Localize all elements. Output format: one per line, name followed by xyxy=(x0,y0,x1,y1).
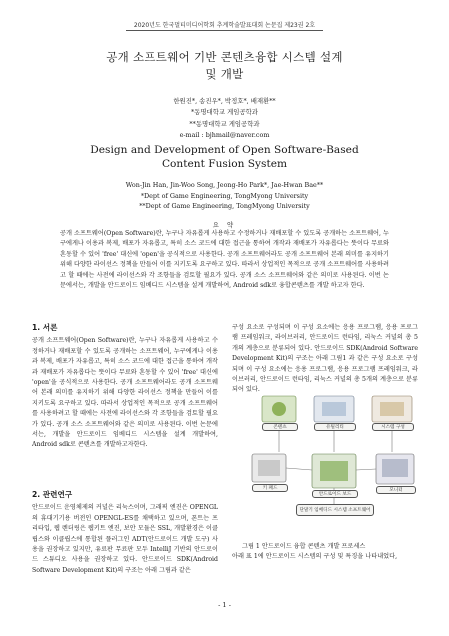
monitor-screen-icon xyxy=(382,459,408,477)
paper-title-english xyxy=(0,143,449,171)
running-header: 2020년도 한국멀티미디어학회 추계학술발표대회 논문집 제23권 2호 xyxy=(0,20,449,29)
affiliation-en-2: **Dept of Game Engineering, TongMyong University xyxy=(139,202,310,211)
author-names-en: Won-Jin Han, Jin-Woo Song, Jeong-Ho Park*, Jae-Hwan Bae** xyxy=(125,181,324,189)
authors-english xyxy=(0,180,449,212)
figure-label-utility: 유틸리티 xyxy=(314,423,356,431)
connector-5 xyxy=(356,469,376,470)
abstract-heading: 요 약 xyxy=(212,221,237,229)
affiliation-kr-2: **동명대학교 게임공학과 xyxy=(189,119,260,128)
title-kr-line-2: 및 개발 xyxy=(205,67,244,81)
connector-4 xyxy=(286,468,312,470)
section-1-body: 공개 소프트웨어(Open Software)란, 누구나 자유롭게 사용하고 수정하거나 재배포할 수 있도록 공개하는 소프트웨어, 누구에게나 이용과 복제, 배포가 자유롭고, 특히 소스 코드에 대한 접근을 통하여 개작과 재배포가 자유롭다는 뜻이다 무료와 혼동할 수 있어 'free' 대신에 'open'을 공식적으로 사용한다. 공개 소프트웨어라도 공개 소프트웨어 본래 의미를 유지하기 위해 다양한 라이선스 정책을 만들어 이를 지키도록 요구하고 있다. 따라서 상업적인 목적으로 공개 소프트웨어를 사용하려고 할 때에는 사전에 라이선스와 각 조항들을 검토할 필요가 있다. 공개 소스 소프트웨어와 같은 의미로 사용된다. 이번 논문에서는, 개발을 안드로이드 임베디드 시스템을 설계 개발하여, Android sdk로 콘텐츠를 개발하고자한다. xyxy=(32,337,218,449)
figure-1-caption-block xyxy=(232,542,418,563)
paper-title-korean xyxy=(0,49,449,83)
figure-1 xyxy=(248,394,418,528)
author-email: e-mail : bjhmail@naver.com xyxy=(179,131,270,140)
section-2-heading: 2. 관련연구 xyxy=(32,490,73,499)
affiliation-kr-1: *동명대학교 게임공학과 xyxy=(191,108,258,117)
section-1-heading: 1. 서론 xyxy=(32,323,58,332)
utility-screen-icon xyxy=(322,402,346,416)
right-column-text: 구성 요소로 구성되며 이 구성 요소에는 응용 프로그램, 응용 프로그램 프레임워크, 라이브러리, 안드로이드 런타임, 리눅스 커널의 총 5개의 계층으로 분류되어 있다. 안드로이드 SDK(Android Software Development Kit)의 구조는 아래 그림1 과 같은 구성 요소로 구성되며 이 구성 요소에는 응용 프로그램, 응용 프로그램 프레임워크, 라이브러리, 안드로이드 런타임, 리눅스 커널의 총 5개의 계층으로 분류되어 있다. xyxy=(232,324,418,394)
title-kr-line-1: 공개 소프트웨어 기반 콘텐츠융합 시스템 설계 xyxy=(106,50,343,64)
section-2-body: 안드로이드 운영체제의 커널은 리눅스이며, 그래픽 엔진은 OPENGL의 휴대기기용 버전인 OPENGL-ES를 채택하고 있으며, 폰트는 프리타입, 웹 렌더링은 웹키트 엔진, 보안 모듈은 SSL, 개발환경은 이클립스와 이클립스에 통합된 플러그인 ADT(안드로이드 개발 도구) 사용을 권장하고 있지만, 유료판 무료판 모두 IntelliJ 기반의 안드로이드 스튜디오 사용을 권장하고 있다. 안드로이드 SDK(Android Software Development Kit)의 구조는 아래 그림과 같은 xyxy=(32,504,218,574)
system-board-icon xyxy=(380,402,404,416)
figure-label-keypad: 키 패드 xyxy=(252,484,288,492)
figure-label-content: 콘텐츠 xyxy=(262,423,298,431)
board-chip-icon xyxy=(320,461,348,481)
title-en-line-2: Content Fusion System xyxy=(161,158,288,170)
abstract-text: 공개 소프트웨어(Open Software)란, 누구나 자유롭게 사용하고 수정하거나 재배포할 수 있도록 공개하는 소프트웨어, 누구에게나 이용과 복제, 배포가 자유롭고, 특히 소스 코드에 대한 접근을 통하여 개작과 재배포가 자유롭다는 뜻이다 무료와 혼동할 수 있어 'free' 대신에 'open'을 공식적으로 사용한다. 공개 소프트웨어라도 공개 소프트웨어 본래 의미를 유지하기 위해 다양한 라이선스 정책을 만들어 이를 지키도록 요구하고 있다. 따라서 상업적인 목적으로 공개 소프트웨어를 사용하려고 할 때에는 사전에 라이선스와 각 조항들을 검토할 필요가 있다. 공개 소스 소프트웨어와 같은 의미로 사용된다. 이번 논문에서는, 개발을 안드로이드 임베디드 시스템을 설계 개발하여, Android sdk로 융합콘텐츠를 개발 하고자 한다. xyxy=(60,230,389,290)
section-2 xyxy=(32,490,218,576)
figure-label-embedded: 단말기 임베디드 시스템 소프트웨어 xyxy=(296,504,374,516)
affiliation-en-1: *Dept of Game Engineering, TongMyong University xyxy=(140,191,309,200)
authors-korean xyxy=(0,96,449,142)
figure-label-board: 안드로이드 보드 xyxy=(312,490,358,498)
caption-following-text: 아래 표 1에 안드로이드 시스템의 구성 및 특징을 나타내었다, xyxy=(232,553,398,561)
keypad-icon xyxy=(258,460,280,476)
figure-1-caption: 그림 1 안드로이드 융합 콘텐츠 개발 프로세스 xyxy=(242,543,366,550)
section-1 xyxy=(32,323,218,451)
page-number: - 1 - xyxy=(218,601,231,609)
figure-label-monitor: 모니터 xyxy=(376,486,416,494)
figure-label-system: 시스템 구성 xyxy=(372,423,414,431)
title-en-line-1: Design and Development of Open Software-Based xyxy=(90,144,359,156)
author-names-kr: 한원진*, 송진우*, 박정호*, 배재환** xyxy=(173,97,276,105)
content-globe-icon xyxy=(272,402,286,416)
